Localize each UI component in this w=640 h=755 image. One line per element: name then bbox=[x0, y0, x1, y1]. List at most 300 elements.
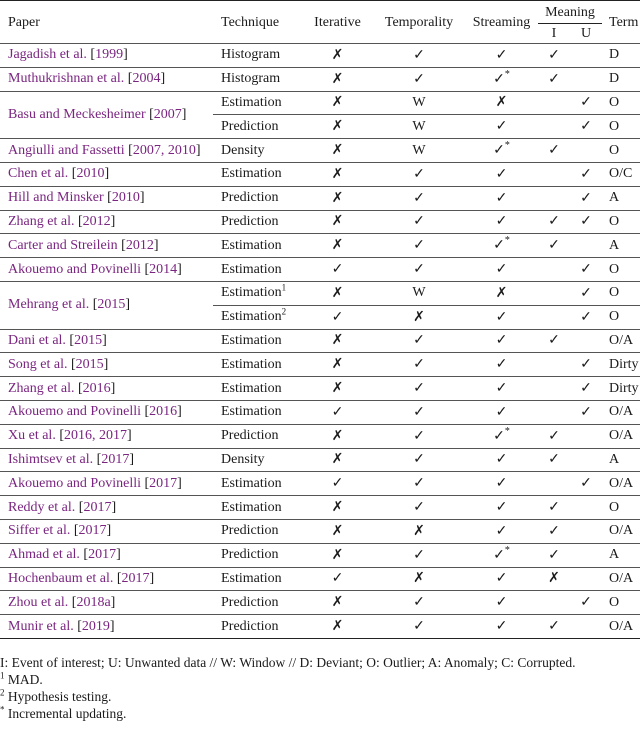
table-row bbox=[0, 44, 640, 68]
cell-meaning-i: ✓ bbox=[538, 329, 570, 353]
paper-citation-link[interactable]: Mehrang et al. bbox=[8, 297, 90, 313]
cell-paper bbox=[0, 210, 213, 234]
cell-meaning-i bbox=[538, 186, 570, 210]
cell-paper bbox=[0, 258, 213, 282]
cell-iterative: ✓ bbox=[302, 567, 373, 591]
technique-label: Estimation bbox=[221, 570, 282, 586]
cell-iterative: ✗ bbox=[302, 424, 373, 448]
cell-meaning-u: ✓ bbox=[570, 472, 602, 496]
paper-citation-link[interactable]: Zhang et al. bbox=[8, 213, 75, 229]
cell-meaning-i bbox=[538, 305, 570, 329]
cell-paper bbox=[0, 424, 213, 448]
paper-citation-link[interactable]: Zhou et al. bbox=[8, 594, 69, 610]
bracket-close: ] bbox=[125, 297, 131, 313]
paper-year-link[interactable]: 2015 bbox=[75, 356, 104, 372]
cell-meaning-u bbox=[570, 234, 602, 258]
bracket-open: [ bbox=[124, 71, 133, 87]
paper-citation-link[interactable]: Ahmad et al. bbox=[8, 547, 80, 563]
cell-meaning-i: ✓ bbox=[538, 210, 570, 234]
cell-iterative: ✗ bbox=[302, 353, 373, 377]
table-row bbox=[0, 281, 640, 305]
cell-meaning-i bbox=[538, 591, 570, 615]
streaming-value: ✓ bbox=[495, 523, 508, 539]
bracket-open: [ bbox=[65, 332, 75, 348]
footnote-3 bbox=[0, 705, 640, 722]
cell-temporality: ✓ bbox=[373, 591, 465, 615]
header-temporality: Temporality bbox=[384, 15, 454, 30]
cell-iterative: ✗ bbox=[302, 329, 373, 353]
cell-temporality: W bbox=[373, 115, 465, 139]
paper-year-link[interactable]: 2017 bbox=[78, 523, 107, 539]
table-row bbox=[0, 567, 640, 591]
paper-citation-link[interactable]: Hochenbaum et al. bbox=[8, 570, 114, 586]
technique-label: Prediction bbox=[221, 618, 279, 634]
streaming-value: ✓ bbox=[495, 119, 508, 135]
paper-year-link[interactable]: 2012 bbox=[82, 213, 111, 229]
bracket-open: [ bbox=[73, 618, 82, 634]
cell-term: O bbox=[602, 91, 640, 115]
cell-streaming bbox=[465, 91, 538, 115]
cell-temporality: ✓ bbox=[373, 67, 465, 91]
incremental-update-mark: * bbox=[504, 425, 510, 437]
cell-streaming bbox=[465, 305, 538, 329]
bracket-close: ] bbox=[195, 142, 201, 158]
cell-meaning-i: ✓ bbox=[538, 519, 570, 543]
cell-meaning-u bbox=[570, 543, 602, 567]
cell-paper bbox=[0, 519, 213, 543]
cell-paper bbox=[0, 615, 213, 639]
cell-temporality: ✓ bbox=[373, 424, 465, 448]
cell-iterative: ✓ bbox=[302, 400, 373, 424]
cell-streaming bbox=[465, 615, 538, 639]
bracket-open: [ bbox=[74, 380, 83, 396]
bracket-open: [ bbox=[79, 547, 89, 563]
cell-term: O bbox=[602, 591, 640, 615]
bracket-open: [ bbox=[141, 404, 150, 420]
cell-streaming bbox=[465, 44, 538, 68]
streaming-value: ✓ bbox=[495, 357, 508, 373]
cell-term: D bbox=[602, 44, 640, 68]
cell-temporality: ✓ bbox=[373, 377, 465, 401]
cell-technique bbox=[213, 281, 302, 305]
cell-technique bbox=[213, 543, 302, 567]
technique-label: Estimation bbox=[221, 166, 282, 182]
cell-paper bbox=[0, 448, 213, 472]
streaming-value: ✓ bbox=[495, 214, 508, 230]
cell-paper bbox=[0, 44, 213, 68]
cell-term: A bbox=[602, 234, 640, 258]
paper-year-link[interactable]: 2012 bbox=[125, 237, 154, 253]
bracket-close: ] bbox=[139, 190, 145, 206]
bracket-close: ] bbox=[177, 404, 182, 420]
bracket-open: [ bbox=[70, 523, 79, 539]
paper-citation-link[interactable]: Munir et al. bbox=[8, 618, 74, 634]
technique-label: Estimation bbox=[221, 285, 282, 301]
paper-year-link[interactable]: 2017 bbox=[88, 547, 117, 563]
technique-label: Estimation bbox=[221, 499, 282, 515]
bracket-open: [ bbox=[117, 237, 126, 253]
paper-citation-link[interactable]: Song et al. bbox=[8, 356, 68, 372]
footnote-3-text: Incremental updating. bbox=[7, 706, 127, 721]
footnote-1-text: MAD. bbox=[7, 672, 43, 687]
cell-term: Dirty bbox=[602, 377, 640, 401]
cell-temporality: ✓ bbox=[373, 210, 465, 234]
cell-meaning-u bbox=[570, 329, 602, 353]
cell-paper bbox=[0, 377, 213, 401]
cell-term: O bbox=[602, 305, 640, 329]
cell-technique bbox=[213, 519, 302, 543]
technique-label: Prediction bbox=[221, 523, 279, 539]
header-meaning-i: I bbox=[551, 25, 557, 41]
table-row bbox=[0, 400, 640, 424]
paper-citation-link[interactable]: Xu et al. bbox=[8, 428, 56, 444]
cell-streaming bbox=[465, 210, 538, 234]
table-row bbox=[0, 91, 640, 115]
technique-label: Prediction bbox=[221, 428, 279, 444]
cell-temporality: ✓ bbox=[373, 329, 465, 353]
paper-year-link[interactable]: 2016 bbox=[82, 380, 111, 396]
paper-citation-link[interactable]: Carter and Streilein bbox=[8, 237, 118, 253]
cell-technique bbox=[213, 448, 302, 472]
cell-technique bbox=[213, 115, 302, 139]
cell-technique bbox=[213, 139, 302, 163]
cell-iterative: ✗ bbox=[302, 91, 373, 115]
footnote-2 bbox=[0, 688, 640, 705]
paper-year-link[interactable]: 2016 bbox=[149, 404, 178, 420]
cell-technique bbox=[213, 615, 302, 639]
cell-paper bbox=[0, 162, 213, 186]
cell-meaning-u: ✓ bbox=[570, 591, 602, 615]
bracket-close: ] bbox=[109, 618, 115, 634]
cell-meaning-i: ✓ bbox=[538, 44, 570, 68]
bracket-open: [ bbox=[141, 475, 150, 491]
table-row bbox=[0, 353, 640, 377]
cell-technique bbox=[213, 591, 302, 615]
paper-year-link[interactable]: 1999 bbox=[95, 47, 124, 63]
streaming-value: ✓ bbox=[493, 238, 505, 254]
cell-meaning-i: ✓ bbox=[538, 543, 570, 567]
header-technique: Technique bbox=[221, 15, 280, 30]
bracket-close: ] bbox=[102, 332, 107, 348]
cell-meaning-u: ✓ bbox=[570, 258, 602, 282]
bracket-open: [ bbox=[86, 47, 96, 63]
bracket-open: [ bbox=[68, 166, 77, 182]
streaming-value: ✓ bbox=[495, 619, 508, 635]
cell-meaning-i bbox=[538, 377, 570, 401]
cell-iterative: ✗ bbox=[302, 67, 373, 91]
header-meaning-u: U bbox=[580, 25, 592, 41]
cell-meaning-u: ✓ bbox=[570, 305, 602, 329]
cell-technique bbox=[213, 472, 302, 496]
cell-iterative: ✗ bbox=[302, 519, 373, 543]
paper-citation-link[interactable]: Jagadish et al. bbox=[8, 47, 87, 63]
technique-label: Prediction bbox=[221, 213, 279, 229]
technique-footnote-mark: 2 bbox=[281, 306, 287, 317]
cell-temporality: ✓ bbox=[373, 186, 465, 210]
table-row bbox=[0, 519, 640, 543]
streaming-value: ✓ bbox=[493, 428, 505, 444]
bracket-open: [ bbox=[74, 213, 83, 229]
cell-meaning-i bbox=[538, 258, 570, 282]
cell-iterative: ✗ bbox=[302, 543, 373, 567]
cell-term: Dirty bbox=[602, 353, 640, 377]
paper-year-link[interactable]: 2016, 2017 bbox=[64, 428, 127, 444]
bracket-close: ] bbox=[177, 261, 182, 277]
cell-term: A bbox=[602, 448, 640, 472]
cell-streaming bbox=[465, 567, 538, 591]
cell-paper bbox=[0, 139, 213, 163]
cell-term: O/A bbox=[602, 519, 640, 543]
cell-term: A bbox=[602, 186, 640, 210]
cell-paper bbox=[0, 496, 213, 520]
cell-technique bbox=[213, 44, 302, 68]
cell-term: O/A bbox=[602, 329, 640, 353]
paper-year-link[interactable]: 2017 bbox=[83, 499, 112, 515]
streaming-value: ✓ bbox=[495, 47, 508, 63]
paper-citation-link[interactable]: Angiulli and Fassetti bbox=[8, 142, 125, 158]
cell-streaming bbox=[465, 424, 538, 448]
paper-year-link[interactable]: 2010 bbox=[111, 190, 140, 206]
bracket-open: [ bbox=[89, 297, 98, 313]
cell-iterative: ✗ bbox=[302, 615, 373, 639]
streaming-value: ✓ bbox=[495, 571, 508, 587]
cell-term: O bbox=[602, 496, 640, 520]
table-row bbox=[0, 234, 640, 258]
paper-year-link[interactable]: 2004 bbox=[132, 71, 161, 87]
cell-meaning-i: ✓ bbox=[538, 496, 570, 520]
cell-paper bbox=[0, 91, 213, 139]
cell-paper bbox=[0, 472, 213, 496]
cell-meaning-u bbox=[570, 67, 602, 91]
streaming-value: ✓ bbox=[495, 333, 508, 349]
table-row bbox=[0, 543, 640, 567]
paper-citation-link[interactable]: Zhang et al. bbox=[8, 380, 75, 396]
table-row bbox=[0, 377, 640, 401]
paper-year-link[interactable]: 2015 bbox=[97, 297, 126, 313]
cell-paper bbox=[0, 186, 213, 210]
cell-paper bbox=[0, 67, 213, 91]
paper-citation-link[interactable]: Akouemo and Povinelli bbox=[8, 475, 141, 491]
paper-citation-link[interactable]: Dani et al. bbox=[8, 332, 66, 348]
cell-term: O bbox=[602, 115, 640, 139]
cell-meaning-i: ✓ bbox=[538, 67, 570, 91]
incremental-update-mark: * bbox=[504, 544, 510, 556]
paper-year-link[interactable]: 2014 bbox=[149, 261, 178, 277]
paper-year-link[interactable]: 2010 bbox=[76, 166, 105, 182]
cell-iterative: ✗ bbox=[302, 162, 373, 186]
cell-iterative: ✓ bbox=[302, 305, 373, 329]
paper-year-link[interactable]: 2017 bbox=[101, 451, 130, 467]
paper-citation-link[interactable]: Ishimtsev et al. bbox=[8, 451, 94, 467]
bracket-close: ] bbox=[181, 106, 187, 122]
paper-year-link[interactable]: 2007 bbox=[153, 106, 182, 122]
technique-label: Estimation bbox=[221, 404, 282, 420]
cell-meaning-u bbox=[570, 448, 602, 472]
cell-term: O/C bbox=[602, 162, 640, 186]
paper-citation-link[interactable]: Akouemo and Povinelli bbox=[8, 261, 141, 277]
cell-iterative: ✗ bbox=[302, 210, 373, 234]
footnote-2-text: Hypothesis testing. bbox=[7, 689, 112, 704]
cell-meaning-i bbox=[538, 353, 570, 377]
paper-year-link[interactable]: 2019 bbox=[81, 618, 110, 634]
cell-iterative: ✗ bbox=[302, 234, 373, 258]
cell-meaning-u bbox=[570, 496, 602, 520]
paper-year-link[interactable]: 2018a bbox=[76, 594, 111, 610]
bracket-close: ] bbox=[103, 356, 109, 372]
cell-iterative: ✗ bbox=[302, 186, 373, 210]
cell-meaning-u: ✓ bbox=[570, 162, 602, 186]
table-row bbox=[0, 615, 640, 639]
cell-meaning-u bbox=[570, 615, 602, 639]
cell-streaming bbox=[465, 115, 538, 139]
paper-citation-link[interactable]: Hill and Minsker bbox=[8, 190, 104, 206]
cell-technique bbox=[213, 210, 302, 234]
streaming-value: ✓ bbox=[495, 404, 508, 420]
bracket-open: [ bbox=[103, 190, 112, 206]
table-row bbox=[0, 448, 640, 472]
cell-meaning-i bbox=[538, 472, 570, 496]
paper-citation-link[interactable]: Chen et al. bbox=[8, 166, 69, 182]
cell-streaming bbox=[465, 67, 538, 91]
cell-temporality: ✗ bbox=[373, 567, 465, 591]
table-row bbox=[0, 186, 640, 210]
cell-term: O bbox=[602, 281, 640, 305]
cell-term: O bbox=[602, 139, 640, 163]
cell-temporality: ✓ bbox=[373, 400, 465, 424]
footnote-3-mark: * bbox=[0, 704, 5, 715]
table-row bbox=[0, 210, 640, 234]
bracket-close: ] bbox=[111, 499, 117, 515]
cell-paper bbox=[0, 400, 213, 424]
paper-citation-link[interactable]: Muthukrishnan et al. bbox=[8, 71, 125, 87]
cell-technique bbox=[213, 186, 302, 210]
bracket-open: [ bbox=[93, 451, 102, 467]
incremental-update-mark: * bbox=[504, 68, 510, 80]
paper-year-link[interactable]: 2015 bbox=[74, 332, 103, 348]
technique-label: Density bbox=[221, 451, 265, 467]
cell-meaning-i bbox=[538, 91, 570, 115]
bracket-open: [ bbox=[75, 499, 84, 515]
bracket-close: ] bbox=[129, 451, 134, 467]
cell-temporality: ✓ bbox=[373, 44, 465, 68]
table-notes bbox=[0, 654, 640, 722]
technique-label: Estimation bbox=[221, 261, 282, 277]
cell-technique bbox=[213, 329, 302, 353]
bracket-close: ] bbox=[104, 166, 110, 182]
bracket-close: ] bbox=[127, 428, 132, 444]
cell-term: O/A bbox=[602, 400, 640, 424]
legend-note: I: Event of interest; U: Unwanted data // W: Window // D: Deviant; O: Outlier; A: Anomaly; C: Corrupted. bbox=[0, 655, 576, 670]
incremental-update-mark: * bbox=[504, 235, 510, 247]
technique-label: Prediction bbox=[221, 190, 279, 206]
technique-label: Estimation bbox=[221, 356, 282, 372]
footnote-2-mark: 2 bbox=[0, 687, 5, 698]
cell-streaming bbox=[465, 186, 538, 210]
paper-citation-link[interactable]: Reddy et al. bbox=[8, 499, 76, 515]
bracket-open: [ bbox=[67, 356, 76, 372]
cell-term: A bbox=[602, 543, 640, 567]
bracket-close: ] bbox=[116, 547, 121, 563]
bracket-open: [ bbox=[141, 261, 150, 277]
bracket-close: ] bbox=[149, 570, 155, 586]
cell-meaning-i bbox=[538, 115, 570, 139]
cell-technique bbox=[213, 567, 302, 591]
cell-iterative: ✗ bbox=[302, 496, 373, 520]
cell-temporality: ✓ bbox=[373, 496, 465, 520]
cell-iterative: ✗ bbox=[302, 44, 373, 68]
header-streaming: Streaming bbox=[472, 15, 531, 30]
technique-footnote-mark: 1 bbox=[281, 282, 287, 293]
technique-label: Estimation bbox=[221, 380, 282, 396]
header-meaning: Meaning bbox=[538, 1, 602, 24]
cell-technique bbox=[213, 496, 302, 520]
bracket-close: ] bbox=[110, 594, 116, 610]
cell-paper bbox=[0, 234, 213, 258]
cell-meaning-u: ✓ bbox=[570, 353, 602, 377]
technique-label: Estimation bbox=[221, 237, 282, 253]
bracket-close: ] bbox=[123, 47, 128, 63]
streaming-value: ✓ bbox=[493, 143, 505, 159]
paper-year-link[interactable]: 2017 bbox=[121, 570, 150, 586]
header-iterative: Iterative bbox=[314, 15, 361, 30]
paper-citation-link[interactable]: Basu and Meckesheimer bbox=[8, 106, 146, 122]
technique-label: Estimation bbox=[221, 475, 282, 491]
cell-technique bbox=[213, 353, 302, 377]
cell-temporality: W bbox=[373, 281, 465, 305]
cell-meaning-i bbox=[538, 400, 570, 424]
bracket-close: ] bbox=[110, 380, 116, 396]
table-row bbox=[0, 139, 640, 163]
cell-technique bbox=[213, 424, 302, 448]
cell-streaming bbox=[465, 519, 538, 543]
cell-term: O bbox=[602, 210, 640, 234]
cell-paper bbox=[0, 353, 213, 377]
cell-meaning-i bbox=[538, 281, 570, 305]
streaming-value: ✓ bbox=[495, 381, 508, 397]
technique-label: Prediction bbox=[221, 118, 279, 134]
paper-citation-link[interactable]: Akouemo and Povinelli bbox=[8, 404, 141, 420]
cell-paper bbox=[0, 567, 213, 591]
cell-term: O/A bbox=[602, 615, 640, 639]
streaming-value: ✓ bbox=[495, 595, 508, 611]
cell-streaming bbox=[465, 162, 538, 186]
cell-meaning-i: ✓ bbox=[538, 448, 570, 472]
cell-paper bbox=[0, 329, 213, 353]
table-row bbox=[0, 329, 640, 353]
technique-label: Histogram bbox=[221, 47, 281, 63]
table-row bbox=[0, 496, 640, 520]
cell-meaning-u bbox=[570, 44, 602, 68]
cell-streaming bbox=[465, 496, 538, 520]
table-row bbox=[0, 591, 640, 615]
cell-iterative: ✗ bbox=[302, 281, 373, 305]
table-row bbox=[0, 162, 640, 186]
paper-year-link[interactable]: 2007, 2010 bbox=[132, 142, 196, 158]
bracket-close: ] bbox=[177, 475, 182, 491]
cell-streaming bbox=[465, 400, 538, 424]
paper-citation-link[interactable]: Siffer et al. bbox=[8, 523, 71, 539]
paper-year-link[interactable]: 2017 bbox=[149, 475, 178, 491]
cell-temporality: ✓ bbox=[373, 234, 465, 258]
table-row bbox=[0, 258, 640, 282]
streaming-value: ✓ bbox=[495, 309, 508, 325]
cell-streaming bbox=[465, 329, 538, 353]
cell-iterative: ✗ bbox=[302, 115, 373, 139]
header-term: Term bbox=[609, 15, 639, 30]
cell-technique bbox=[213, 234, 302, 258]
cell-streaming bbox=[465, 377, 538, 401]
cell-streaming bbox=[465, 234, 538, 258]
